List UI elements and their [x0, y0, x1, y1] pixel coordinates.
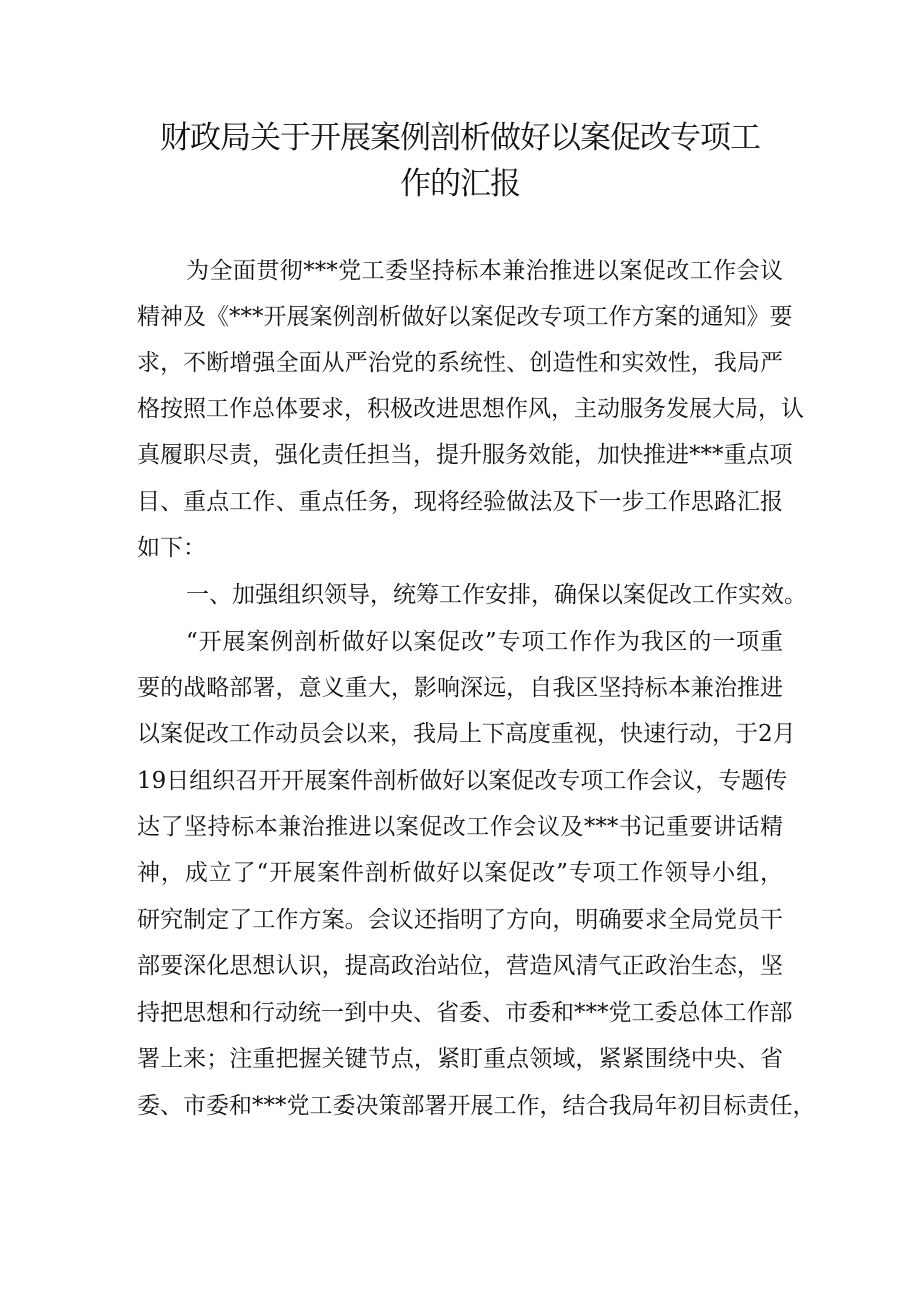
paragraph-line: 委、市委和***党工委决策部署开展工作，结合我局年初目标责任， — [137, 1093, 816, 1119]
paragraph-line: 如下： — [137, 535, 206, 561]
paragraph-line: 署上来；注重把握关键节点，紧盯重点领域，紧紧围绕中央、省 — [137, 1046, 783, 1072]
paragraph-line: 为全面贯彻***党工委坚持标本兼治推进以案促改工作会议 — [186, 258, 783, 284]
paragraph-line: 真履职尽责，强化责任担当，提升服务效能，加快推进***重点项 — [137, 442, 793, 468]
paragraph-line: 部要深化思想认识，提高政治站位，营造风清气正政治生态，坚 — [137, 953, 783, 979]
paragraph-line: 研究制定了工作方案。会议还指明了方向，明确要求全局党员干 — [137, 907, 783, 933]
paragraph-line: 精神及《***开展案例剖析做好以案促改专项工作方案的通知》要 — [137, 304, 793, 330]
section-heading: 一、加强组织领导，统筹工作安排，确保以案促改工作实效。 — [186, 582, 807, 608]
paragraph-line: 19日组织召开开展案件剖析做好以案促改专项工作会议，专题传 — [137, 768, 788, 794]
document-title-line-1: 财政局关于开展案例剖析做好以案促改专项工 — [160, 120, 760, 156]
paragraph-line: “开展案例剖析做好以案促改”专项工作作为我区的一项重 — [186, 629, 783, 655]
paragraph-line: 达了坚持标本兼治推进以案促改工作会议及***书记重要讲话精 — [137, 814, 783, 840]
paragraph-line: 以案促改工作动员会以来，我局上下高度重视，快速行动，于2月 — [137, 721, 796, 747]
paragraph-line: 目、重点工作、重点任务，现将经验做法及下一步工作思路汇报 — [137, 489, 783, 515]
paragraph-line: 要的战略部署，意义重大，影响深远，自我区坚持标本兼治推进 — [137, 675, 783, 701]
paragraph-line: 格按照工作总体要求，积极改进思想作风，主动服务发展大局，认 — [137, 396, 804, 422]
paragraph-line: 神，成立了“开展案件剖析做好以案促改”专项工作领导小组， — [137, 860, 783, 886]
paragraph-line: 持把思想和行动统一到中央、省委、市委和***党工委总体工作部 — [137, 1000, 793, 1026]
paragraph-line: 求，不断增强全面从严治党的系统性、创造性和实效性，我局严 — [137, 350, 783, 376]
document-title-line-2: 作的汇报 — [400, 166, 520, 202]
